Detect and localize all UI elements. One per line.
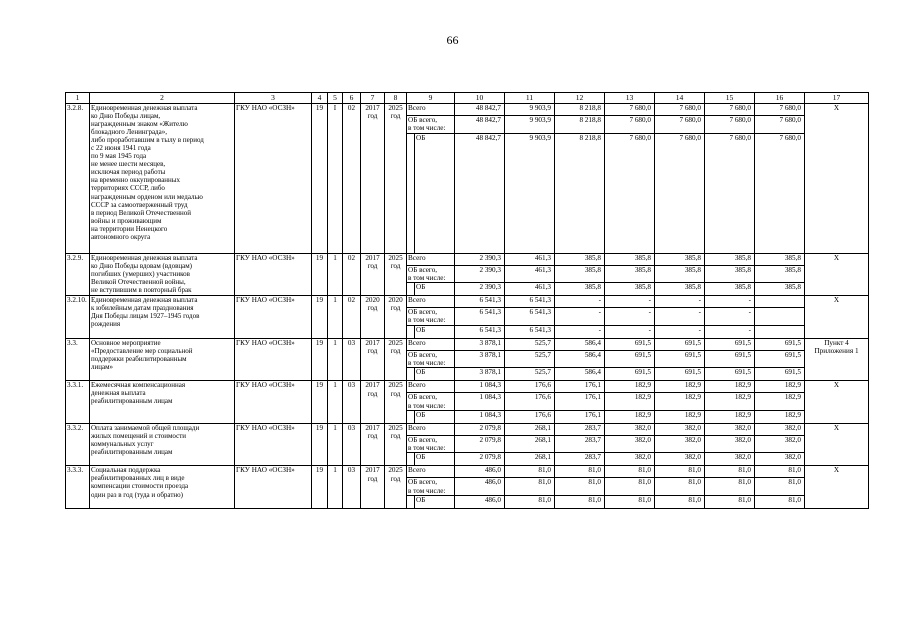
row-code-6: 02 [343,296,361,339]
amount-cell: - [555,325,605,338]
row-number: 3.3.3. [66,466,90,509]
indent-cell [407,410,415,423]
amount-cell: 2 390,3 [455,265,505,283]
amount-cell: 691,5 [655,350,705,368]
row-executor: ГКУ НАО «ОСЗН» [235,423,312,466]
amount-cell: 586,4 [555,368,605,381]
amount-cell: 385,8 [655,253,705,265]
row-code-4: 19 [312,466,328,509]
amount-cell: 691,5 [605,368,655,381]
amount-cell: 9 903,9 [505,133,555,253]
funding-label: Всего [407,423,455,435]
budget-table [65,92,869,509]
amount-cell: 382,0 [755,453,805,466]
funding-label: ОБ [415,283,455,296]
amount-cell: 385,8 [755,265,805,283]
amount-cell: 7 680,0 [755,104,805,116]
funding-label: ОБ всего, в том числе: [407,478,455,496]
amount-cell: 182,9 [605,381,655,393]
amount-cell: 691,5 [705,338,755,350]
row-description: Оплата занимаемой общей площади жилых помещений и стоимости коммунальных услуг реабилитированным лицам [90,423,235,466]
amount-cell: 6 541,3 [505,308,555,326]
header-cell: 9 [407,93,455,104]
amount-cell: 525,7 [505,368,555,381]
amount-cell: 268,1 [505,435,555,453]
amount-cell: 6 541,3 [505,325,555,338]
amount-cell: 81,0 [655,495,705,508]
row-end-year: 2025 год [385,423,407,466]
amount-cell: 3 878,1 [455,368,505,381]
amount-cell: 268,1 [505,423,555,435]
amount-cell: 9 903,9 [505,116,555,134]
header-row [66,93,869,104]
amount-cell: 268,1 [505,453,555,466]
amount-cell: 525,7 [505,350,555,368]
indent-cell [407,325,415,338]
row-start-year: 2020 год [361,296,385,339]
amount-cell: 7 680,0 [705,116,755,134]
amount-cell: 81,0 [655,478,705,496]
row-start-year: 2017 год [361,104,385,254]
amount-cell: 1 084,3 [455,393,505,411]
table-row [66,253,869,265]
funding-label: ОБ [415,495,455,508]
amount-cell: 81,0 [705,495,755,508]
header-cell: 1 [66,93,90,104]
table-row [66,338,869,350]
funding-label: Всего [407,296,455,308]
amount-cell: 8 218,8 [555,104,605,116]
funding-label: ОБ [415,368,455,381]
amount-cell: 3 878,1 [455,350,505,368]
table-row [66,296,869,308]
row-code-5: 1 [328,466,343,509]
amount-cell: 182,9 [705,410,755,423]
row-note: Х [805,296,869,339]
amount-cell: 182,9 [755,393,805,411]
row-end-year: 2025 год [385,338,407,381]
amount-cell: 691,5 [755,338,805,350]
row-number: 3.3.1. [66,381,90,424]
amount-cell: 382,0 [655,423,705,435]
row-code-5: 1 [328,253,343,296]
funding-label: Всего [407,253,455,265]
amount-cell: - [605,325,655,338]
amount-cell: - [655,296,705,308]
row-number: 3.2.9. [66,253,90,296]
amount-cell: 8 218,8 [555,116,605,134]
amount-cell: - [705,296,755,308]
amount-cell: 81,0 [505,478,555,496]
funding-label: ОБ всего, в том числе: [407,350,455,368]
funding-label: ОБ всего, в том числе: [407,116,455,134]
header-cell: 11 [505,93,555,104]
amount-cell: - [705,308,755,326]
amount-cell: - [605,308,655,326]
amount-cell: 182,9 [655,393,705,411]
amount-cell: 182,9 [655,410,705,423]
amount-cell: 691,5 [655,338,705,350]
row-note: Х [805,466,869,509]
amount-cell: 3 878,1 [455,338,505,350]
row-description: Единовременная денежная выплата к юбилейным датам празднования Дня Победы лицам 1927–1945 годов рождения [90,296,235,339]
amount-cell: 385,8 [555,283,605,296]
row-end-year: 2025 год [385,104,407,254]
amount-cell: 182,9 [605,393,655,411]
amount-cell: 382,0 [605,435,655,453]
row-description: Основное мероприятие «Предоставление мер социальной поддержки реабилитированным лицам» [90,338,235,381]
amount-cell: 176,1 [555,393,605,411]
row-number: 3.3.2. [66,423,90,466]
row-code-6: 02 [343,253,361,296]
row-note: Х [805,423,869,466]
amount-cell: - [605,296,655,308]
amount-cell: 48 842,7 [455,116,505,134]
amount-cell: 385,8 [655,283,705,296]
header-cell: 13 [605,93,655,104]
amount-cell: 382,0 [705,453,755,466]
header-cell: 16 [755,93,805,104]
amount-cell: 461,3 [505,283,555,296]
amount-cell: 691,5 [705,350,755,368]
header-cell: 4 [312,93,328,104]
amount-cell: 81,0 [555,478,605,496]
amount-cell: 1 084,3 [455,381,505,393]
amount-cell: 81,0 [505,495,555,508]
row-code-6: 03 [343,338,361,381]
amount-cell: 691,5 [705,368,755,381]
amount-cell: 385,8 [705,265,755,283]
amount-cell: 182,9 [705,393,755,411]
amount-cell: 385,8 [705,253,755,265]
row-executor: ГКУ НАО «ОСЗН» [235,338,312,381]
amount-cell: 176,6 [505,381,555,393]
amount-cell: 48 842,7 [455,133,505,253]
amount-cell: 81,0 [755,478,805,496]
amount-cell: 6 541,3 [505,296,555,308]
row-start-year: 2017 год [361,338,385,381]
amount-cell: 382,0 [605,453,655,466]
amount-cell: 691,5 [755,368,805,381]
row-executor: ГКУ НАО «ОСЗН» [235,296,312,339]
amount-cell: 2 390,3 [455,283,505,296]
row-description: Ежемесячная компенсационная денежная выплата реабилитированным лицам [90,381,235,424]
row-code-4: 19 [312,104,328,254]
row-number: 3.3. [66,338,90,381]
row-note: Х [805,253,869,296]
table-body [66,104,869,509]
table-row [66,466,869,478]
amount-cell: 2 390,3 [455,253,505,265]
amount-cell: 81,0 [555,495,605,508]
amount-cell: 385,8 [605,283,655,296]
row-number: 3.2.8. [66,104,90,254]
row-executor: ГКУ НАО «ОСЗН» [235,253,312,296]
row-end-year: 2025 год [385,253,407,296]
row-code-5: 1 [328,423,343,466]
funding-label: Всего [407,104,455,116]
amount-cell: 691,5 [605,338,655,350]
amount-cell: 7 680,0 [605,116,655,134]
row-code-4: 19 [312,381,328,424]
row-code-5: I [328,104,343,254]
amount-cell: 461,3 [505,253,555,265]
amount-cell: 176,6 [505,393,555,411]
amount-cell [755,325,805,338]
amount-cell: - [555,308,605,326]
row-description: Единовременная денежная выплата ко Дню Победы вдовам (вдовцам) погибших (умерших) участников Великой Отечественной войны, не вступившим в повторный брак [90,253,235,296]
amount-cell: 81,0 [605,495,655,508]
amount-cell: 382,0 [655,453,705,466]
funding-label: Всего [407,338,455,350]
table-row [66,381,869,393]
amount-cell: 182,9 [655,381,705,393]
row-end-year: 2025 год [385,381,407,424]
amount-cell: 81,0 [755,495,805,508]
row-start-year: 2017 год [361,253,385,296]
amount-cell: 382,0 [755,423,805,435]
amount-cell: 2 079,8 [455,435,505,453]
row-executor: ГКУ НАО «ОСЗН» [235,381,312,424]
row-description: Социальная поддержка реабилитированных лиц в виде компенсации стоимости проезда один раз в год (туда и обратно) [90,466,235,509]
row-executor: ГКУ НАО «ОСЗН» [235,104,312,254]
amount-cell: 182,9 [705,381,755,393]
amount-cell: 2 079,8 [455,453,505,466]
amount-cell: 385,8 [605,253,655,265]
amount-cell: 382,0 [705,435,755,453]
row-end-year: 2020 год [385,296,407,339]
header-cell: 14 [655,93,705,104]
header-cell: 2 [90,93,235,104]
amount-cell: 7 680,0 [755,133,805,253]
funding-label: Всего [407,466,455,478]
row-start-year: 2017 год [361,381,385,424]
amount-cell: 7 680,0 [605,133,655,253]
funding-label: ОБ [415,133,455,253]
row-code-6: 03 [343,381,361,424]
indent-cell [407,283,415,296]
amount-cell: 691,5 [755,350,805,368]
amount-cell: 691,5 [655,368,705,381]
amount-cell: - [555,296,605,308]
row-code-6: 02 [343,104,361,254]
amount-cell: 385,8 [705,283,755,296]
amount-cell: 182,9 [755,381,805,393]
amount-cell: 382,0 [705,423,755,435]
amount-cell: 182,9 [755,410,805,423]
header-cell: 10 [455,93,505,104]
indent-cell [407,453,415,466]
amount-cell [755,296,805,308]
amount-cell: 6 541,3 [455,325,505,338]
row-code-4: 19 [312,296,328,339]
header-cell: 6 [343,93,361,104]
amount-cell: 7 680,0 [655,133,705,253]
row-start-year: 2017 год [361,423,385,466]
funding-label: ОБ [415,410,455,423]
amount-cell: 461,3 [505,265,555,283]
row-end-year: 2025 год [385,466,407,509]
amount-cell: - [705,325,755,338]
amount-cell: 283,7 [555,423,605,435]
amount-cell: 176,6 [505,410,555,423]
amount-cell: 385,8 [555,265,605,283]
funding-label: Всего [407,381,455,393]
amount-cell: 81,0 [555,466,605,478]
amount-cell: 486,0 [455,478,505,496]
amount-cell: - [655,308,705,326]
indent-cell [407,368,415,381]
amount-cell: 81,0 [655,466,705,478]
amount-cell: 385,8 [755,283,805,296]
row-code-4: 19 [312,253,328,296]
amount-cell: 9 903,9 [505,104,555,116]
amount-cell: 283,7 [555,435,605,453]
header-cell: 7 [361,93,385,104]
amount-cell: 486,0 [455,466,505,478]
amount-cell: 7 680,0 [655,116,705,134]
amount-cell: 486,0 [455,495,505,508]
header-cell: 5 [328,93,343,104]
funding-label: ОБ всего, в том числе: [407,265,455,283]
amount-cell: 1 084,3 [455,410,505,423]
row-start-year: 2017 год [361,466,385,509]
row-code-6: 03 [343,423,361,466]
amount-cell: 7 680,0 [655,104,705,116]
funding-label: ОБ всего, в том числе: [407,308,455,326]
row-note: Х [805,104,869,254]
amount-cell: 176,1 [555,410,605,423]
amount-cell: 81,0 [605,478,655,496]
amount-cell: 525,7 [505,338,555,350]
amount-cell: - [655,325,705,338]
row-number: 3.2.10. [66,296,90,339]
indent-cell [407,133,415,253]
row-executor: ГКУ НАО «ОСЗН» [235,466,312,509]
amount-cell: 8 218,8 [555,133,605,253]
funding-label: ОБ [415,453,455,466]
amount-cell: 382,0 [655,435,705,453]
amount-cell: 7 680,0 [705,104,755,116]
amount-cell: 81,0 [755,466,805,478]
amount-cell: 81,0 [705,466,755,478]
row-note: Х [805,381,869,424]
funding-label: ОБ всего, в том числе: [407,435,455,453]
amount-cell: 81,0 [505,466,555,478]
row-code-5: 1 [328,381,343,424]
amount-cell: 81,0 [705,478,755,496]
amount-cell: 48 842,7 [455,104,505,116]
amount-cell: 385,8 [605,265,655,283]
amount-cell: 6 541,3 [455,308,505,326]
amount-cell: 176,1 [555,381,605,393]
amount-cell: 7 680,0 [605,104,655,116]
amount-cell: 586,4 [555,338,605,350]
row-note: Пункт 4 Приложения 1 [805,338,869,381]
row-code-5: 1 [328,338,343,381]
amount-cell: 2 079,8 [455,423,505,435]
amount-cell: 382,0 [605,423,655,435]
header-cell: 17 [805,93,869,104]
header-cell: 15 [705,93,755,104]
header-cell: 12 [555,93,605,104]
amount-cell: 7 680,0 [755,116,805,134]
indent-cell [407,495,415,508]
row-code-6: 03 [343,466,361,509]
header-cell: 8 [385,93,407,104]
amount-cell: 385,8 [555,253,605,265]
amount-cell [755,308,805,326]
amount-cell: 385,8 [655,265,705,283]
table-row [66,423,869,435]
amount-cell: 586,4 [555,350,605,368]
table-row [66,104,869,116]
amount-cell: 7 680,0 [705,133,755,253]
amount-cell: 283,7 [555,453,605,466]
row-code-4: 19 [312,423,328,466]
amount-cell: 6 541,3 [455,296,505,308]
amount-cell: 385,8 [755,253,805,265]
row-description: Единовременная денежная выплата ко Дню Победы лицам, награжденным знаком «Жителю блокадного Ленинграда», либо проработавшим в тылу в период с 22 июня 1941 года по 9 мая 1945 года не менее шести месяцев, исключая период работы на временно оккупированных территориях СССР, либо награжденным орденом или медалью СССР за самоотверженный труд в период Великой Отечественной войны и проживающим на территории Ненецкого автономного округа [90,104,235,254]
row-code-4: 19 [312,338,328,381]
funding-label: ОБ всего, в том числе: [407,393,455,411]
row-code-5: 1 [328,296,343,339]
funding-label: ОБ [415,325,455,338]
amount-cell: 182,9 [605,410,655,423]
page-number: 66 [446,33,459,47]
amount-cell: 382,0 [755,435,805,453]
amount-cell: 691,5 [605,350,655,368]
amount-cell: 81,0 [605,466,655,478]
header-cell: 3 [235,93,312,104]
